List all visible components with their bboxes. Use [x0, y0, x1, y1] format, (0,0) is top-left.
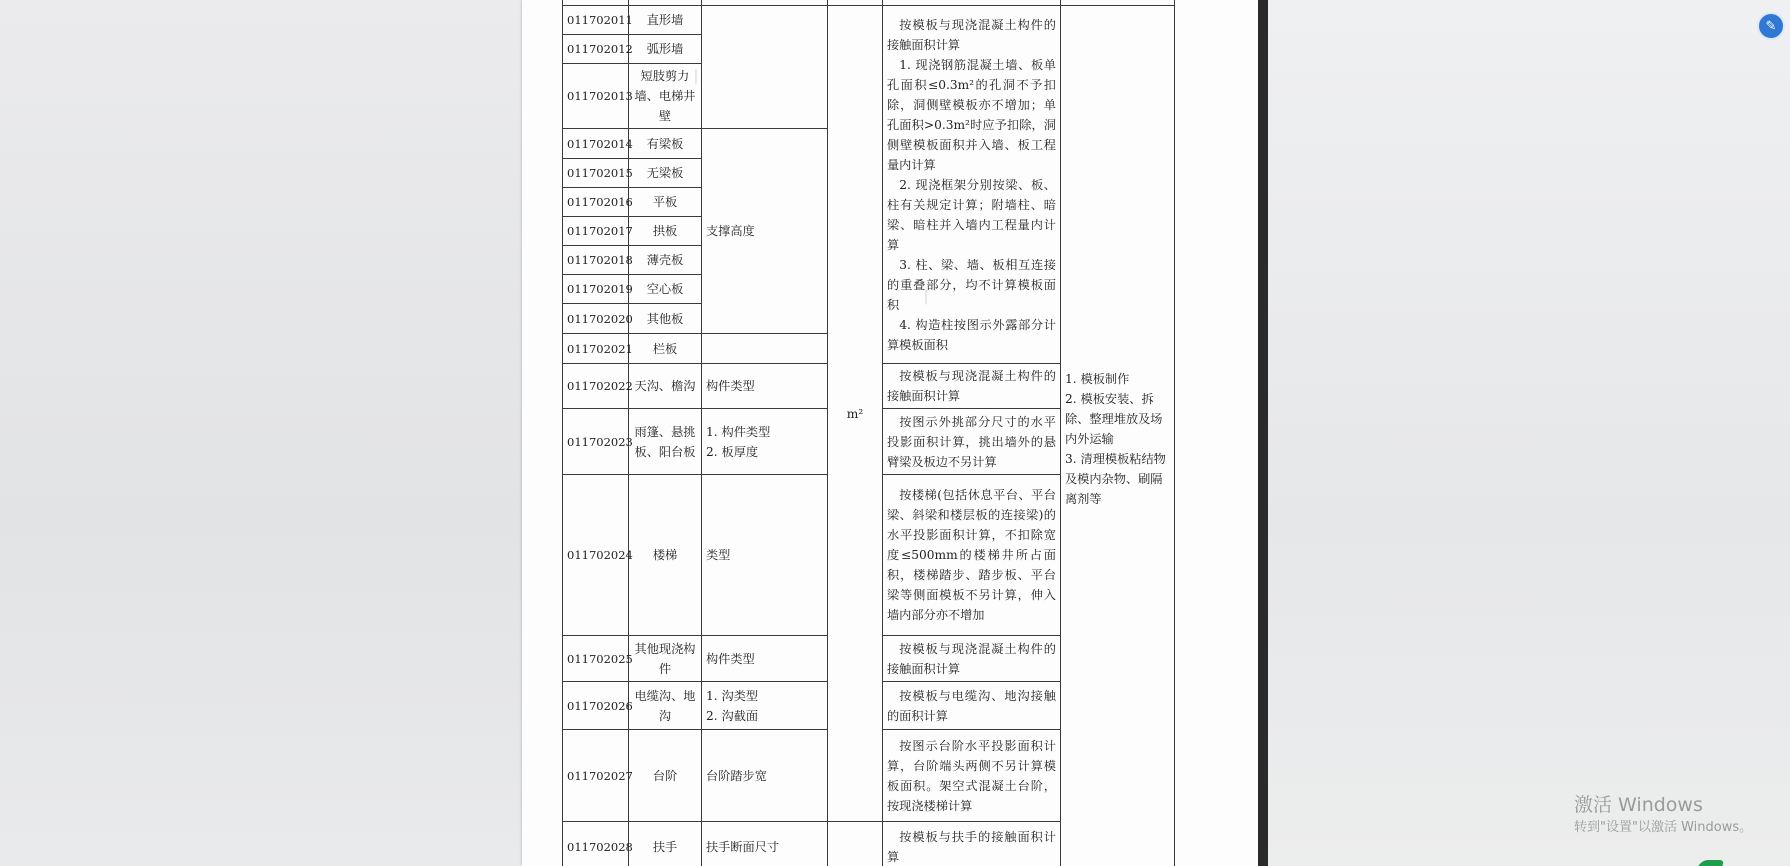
item-code: 011702016	[563, 188, 629, 217]
viewer-background-right	[1268, 0, 1790, 866]
item-code: 011702022	[563, 364, 629, 409]
item-name: 雨篷、悬挑板、阳台板	[629, 409, 702, 475]
item-name: 薄壳板	[629, 246, 702, 275]
work-step: 2. 模板安装、拆除、整理堆放及场内外运输	[1065, 391, 1163, 446]
item-name: 弧形墙	[629, 35, 702, 64]
rule-text: 按模板与现浇混凝土构件的接触面积计算	[887, 17, 1056, 52]
item-code: 011702023	[563, 409, 629, 475]
item-name: 直形墙	[629, 6, 702, 35]
item-name: 其他板	[629, 304, 702, 334]
feature-line: 2. 沟截面	[706, 708, 759, 723]
item-code: 011702015	[563, 159, 629, 188]
item-name: 平板	[629, 188, 702, 217]
rule-text: 按图示台阶水平投影面积计算，台阶端头两侧不另计算模板面积。架空式混凝土台阶，按现浇楼梯计算	[887, 738, 1056, 813]
document-page[interactable]: │ │ 011702011 直形墙 m² 按模板与现浇混凝土构件的接触面积计算 1. 现浇钢筋混凝土墙、板单孔面积≤0.3m²的孔洞不予扣除，洞侧壁模板亦不增加；单孔面积>0.3m²时应予扣除，洞侧壁模板面积并入墙、板工程量内计算 2. 现浇框架分别按梁、板、柱有关规定计算；附墙柱、暗梁、暗柱并入墙内工程量内计算 3. 柱、梁、墙、板相互连接的重叠部分，均不计算模板面积 4. 构造柱按图示外露部分计算模板面积 1. 模板制作 2. 模板安装、拆除、整理堆放及场内外运输 3. 清理模板粘结物及模内杂物、刷隔离剂等 011702012 弧形墙 011702013 短肢剪力墙、电梯井壁 011702014 有梁板 支撑高度 011702015 无梁板 011702016 平板 011702017 拱板 011702018 薄壳板 011702019 空心板 011702020 其他板 011702021 栏板 011702022 天沟、檐沟 构件类型 按模板与现浇混凝土构件的接触面积计算 011702023 雨篷、悬挑板、阳台板 1. 构件类型 2. 板厚度 按图示外挑部分尺寸的水平投影面积计算，挑出墙外的悬臂梁及板边不另计算 011702024 楼梯 类型 按楼梯(包括休息平台、平台梁、斜梁和楼层板的连接梁)的水平投影面积计算，不扣除宽度≤500mm的楼梯井所占面积，楼梯踏步、踏步板、平台梁等侧面模板不另计算，伸入墙内部分亦不增加 011702025 其他现浇构件 构件类型 按模板与现浇混凝土构件的接触面积计算 011702026 电缆沟、地沟 1. 沟类型 2. 沟截面 按模板与电缆沟、地沟接触的面积计算 011702027 台阶 台阶踏步宽 按图示台阶水平投影面积计算，台阶端头两侧不另计算模板面积。架空式混凝土台阶，按现浇楼梯计算 011702028 扶手 扶手断面尺寸 按模板与扶手的接触面积计算	[522, 0, 1258, 866]
windows-activation-watermark	[1574, 793, 1752, 837]
item-feature: 类型	[702, 475, 828, 636]
feature-line: 2. 板厚度	[706, 444, 759, 459]
rule-stair	[883, 475, 1061, 636]
unit-cell: m²	[828, 6, 883, 822]
item-code: 011702027	[563, 730, 629, 822]
item-code: 011702017	[563, 217, 629, 246]
item-feature	[702, 409, 828, 475]
item-code: 011702021	[563, 334, 629, 364]
rule-text: 按楼梯(包括休息平台、平台梁、斜梁和楼层板的连接梁)的水平投影面积计算，不扣除宽度≤500mm的楼梯井所占面积，楼梯踏步、踏步板、平台梁等侧面模板不另计算，伸入墙内部分亦不增加	[887, 488, 1056, 622]
feature-line: 1. 沟类型	[706, 688, 759, 703]
rule-step	[883, 730, 1061, 822]
rule-text: 1. 现浇钢筋混凝土墙、板单孔面积≤0.3m²的孔洞不予扣除，洞侧壁模板亦不增加；单孔面积>0.3m²时应予扣除，洞侧壁模板面积并入墙、板工程量内计算	[887, 57, 1056, 172]
rule-wall-slab	[883, 6, 1061, 364]
item-name: 台阶	[629, 730, 702, 822]
feature-line: 1. 构件类型	[706, 424, 771, 439]
activation-subtitle: 转到"设置"以激活 Windows。	[1574, 820, 1753, 835]
item-name: 无梁板	[629, 159, 702, 188]
item-name: 短肢剪力墙、电梯井壁	[629, 64, 702, 129]
rule-text: 按模板与现浇混凝土构件的接触面积计算	[887, 641, 1056, 676]
item-code: 011702013	[563, 64, 629, 129]
item-name: 楼梯	[629, 475, 702, 636]
item-feature: 构件类型	[702, 364, 828, 409]
rule-text: 按模板与电缆沟、地沟接触的面积计算	[887, 688, 1056, 723]
item-name: 其他现浇构件	[629, 636, 702, 682]
rule-other	[883, 636, 1061, 682]
item-feature: 扶手断面尺寸	[702, 822, 828, 866]
assistant-float-button[interactable]	[1757, 12, 1785, 40]
item-code: 011702014	[563, 129, 629, 159]
work-step: 3. 清理模板粘结物及模内杂物、刷隔离剂等	[1065, 451, 1166, 506]
rule-text: 4. 构造柱按图示外露部分计算模板面积	[887, 317, 1056, 352]
item-code: 011702024	[563, 475, 629, 636]
item-name: 天沟、檐沟	[629, 364, 702, 409]
item-name: 拱板	[629, 217, 702, 246]
item-name: 有梁板	[629, 129, 702, 159]
rule-text: 按模板与扶手的接触面积计算	[887, 829, 1056, 864]
rule-ditch	[883, 682, 1061, 730]
item-feature: 构件类型	[702, 636, 828, 682]
item-code: 011702026	[563, 682, 629, 730]
item-name: 扶手	[629, 822, 702, 866]
item-code: 011702011	[563, 6, 629, 35]
item-feature-blank	[702, 334, 828, 364]
item-name: 栏板	[629, 334, 702, 364]
item-code: 011702018	[563, 246, 629, 275]
item-name: 电缆沟、地沟	[629, 682, 702, 730]
edit-icon: ✎	[1765, 18, 1777, 34]
item-code: 011702028	[563, 822, 629, 866]
item-feature: 台阶踏步宽	[702, 730, 828, 822]
rule-gutter	[883, 364, 1061, 409]
rule-text: 3. 柱、梁、墙、板相互连接的重叠部分，均不计算模板面积	[887, 257, 1056, 312]
item-code: 011702020	[563, 304, 629, 334]
item-name: 空心板	[629, 275, 702, 304]
rule-text: 按图示外挑部分尺寸的水平投影面积计算，挑出墙外的悬臂梁及板边不另计算	[887, 414, 1056, 469]
item-code: 011702025	[563, 636, 629, 682]
rule-text: 2. 现浇框架分别按梁、板、柱有关规定计算；附墙柱、暗梁、暗柱并入墙内工程量内计算	[887, 177, 1056, 252]
work-content-cell	[1061, 6, 1175, 866]
item-code: 011702012	[563, 35, 629, 64]
item-feature	[702, 682, 828, 730]
item-feature-blank	[702, 6, 828, 129]
taskbar-accent-fragment	[1698, 860, 1725, 866]
unit-cell-blank	[828, 822, 883, 866]
viewer-background-left	[0, 0, 522, 866]
rule-text: 按模板与现浇混凝土构件的接触面积计算	[887, 369, 1056, 403]
rule-canopy	[883, 409, 1061, 475]
item-feature: 支撑高度	[702, 129, 828, 334]
item-code: 011702019	[563, 275, 629, 304]
rule-handrail	[883, 822, 1061, 866]
activation-title: 激活 Windows	[1574, 794, 1703, 816]
measurement-rules-table	[562, 0, 1175, 866]
work-step: 1. 模板制作	[1065, 371, 1130, 386]
page-edge-divider	[1258, 0, 1268, 866]
table-row	[563, 6, 1175, 35]
